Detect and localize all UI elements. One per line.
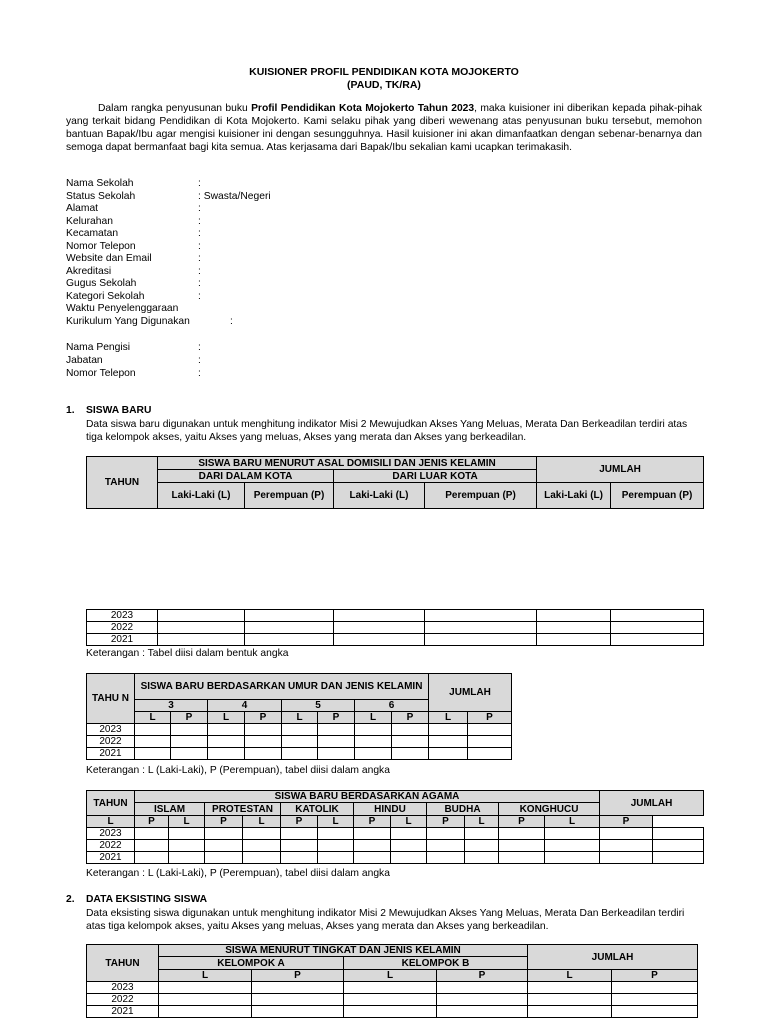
- header-age-gender: SISWA BARU BERDASARKAN UMUR DAN JENIS KELAMIN: [135, 674, 429, 700]
- input-cell[interactable]: [528, 994, 612, 1006]
- header-jumlah-p: Perempuan (P): [611, 483, 704, 509]
- section-1-description: Data siswa baru digunakan untuk menghitung indikator Misi 2 Mewujudkan Akses Yang Meluas, Merata Dan Berkeadilan terdiri atas tiga kelompok akses, yaitu Akses yang meluas, Akses yang merata dan Akses yang berkeadilan.: [86, 419, 688, 443]
- input-cell[interactable]: [318, 724, 355, 736]
- input-cell[interactable]: [282, 724, 318, 736]
- input-cell[interactable]: [427, 828, 465, 840]
- header-tahun: TAHUN: [87, 791, 135, 816]
- header-luar-kota: DARI LUAR KOTA: [334, 470, 537, 483]
- header-p: P: [468, 712, 512, 724]
- input-cell[interactable]: [653, 840, 704, 852]
- field-label: Kecamatan: [66, 228, 119, 239]
- header-tahun: TAHUN: [87, 457, 158, 509]
- input-cell[interactable]: [318, 828, 354, 840]
- input-cell[interactable]: [600, 828, 653, 840]
- input-cell[interactable]: [465, 852, 499, 864]
- field-kategori-sekolah: [66, 290, 201, 304]
- input-cell[interactable]: [612, 1006, 698, 1018]
- header-l: L: [545, 816, 600, 828]
- header-dalam-kota: DARI DALAM KOTA: [158, 470, 334, 483]
- header-l: L: [318, 816, 354, 828]
- input-cell[interactable]: [205, 828, 243, 840]
- input-cell[interactable]: [243, 852, 281, 864]
- header-jumlah: JUMLAH: [600, 791, 704, 816]
- header-p: P: [600, 816, 653, 828]
- input-cell[interactable]: [245, 610, 334, 622]
- input-cell[interactable]: [169, 852, 205, 864]
- input-cell[interactable]: [545, 852, 600, 864]
- input-cell[interactable]: [159, 994, 252, 1006]
- header-l: L: [344, 970, 437, 982]
- header-luar-l: Laki-Laki (L): [334, 483, 425, 509]
- year-cell: 2021: [87, 634, 158, 646]
- field-label: Gugus Sekolah: [66, 278, 137, 289]
- field-jabatan: [66, 354, 201, 368]
- field-value[interactable]: :: [198, 290, 201, 302]
- input-cell[interactable]: [391, 852, 427, 864]
- input-cell[interactable]: [611, 610, 704, 622]
- input-cell[interactable]: [318, 748, 355, 760]
- input-cell[interactable]: [437, 982, 528, 994]
- field-label: Akreditasi: [66, 265, 112, 277]
- header-domicile-gender: SISWA BARU MENURUT ASAL DOMISILI DAN JENIS KELAMIN: [158, 457, 537, 470]
- table-row: [87, 724, 512, 736]
- input-cell[interactable]: [354, 852, 391, 864]
- input-cell[interactable]: [208, 736, 245, 748]
- header-p: P: [354, 816, 391, 828]
- header-p: P: [427, 816, 465, 828]
- input-cell[interactable]: [281, 828, 318, 840]
- input-cell[interactable]: [425, 622, 537, 634]
- header-l: L: [169, 816, 205, 828]
- header-age-3: 3: [135, 700, 208, 712]
- header-l: L: [465, 816, 499, 828]
- header-jumlah-l: Laki-Laki (L): [537, 483, 611, 509]
- input-cell[interactable]: [653, 828, 704, 840]
- field-nama-sekolah: [66, 178, 201, 191]
- input-cell[interactable]: [537, 622, 611, 634]
- input-cell[interactable]: [612, 994, 698, 1006]
- header-konghucu: KONGHUCU: [499, 803, 600, 816]
- input-cell[interactable]: [612, 982, 698, 994]
- input-cell[interactable]: [429, 736, 468, 748]
- input-cell[interactable]: [208, 724, 245, 736]
- table-row: [87, 828, 704, 840]
- table-row: [87, 610, 704, 622]
- document-title: KUISIONER PROFIL PENDIDIKAN KOTA MOJOKERTO: [249, 66, 519, 78]
- header-dalam-p: Perempuan (P): [245, 483, 334, 509]
- input-cell[interactable]: [611, 634, 704, 646]
- field-label: Nama Sekolah: [66, 178, 134, 189]
- input-cell[interactable]: [245, 622, 334, 634]
- field-waktu-penyelenggaraan: [66, 303, 178, 316]
- input-cell[interactable]: [208, 748, 245, 760]
- input-cell[interactable]: [245, 634, 334, 646]
- table-existing-students: [86, 944, 698, 1018]
- table-1-note: Keterangan : Tabel diisi dalam bentuk angka: [86, 648, 289, 659]
- field-value[interactable]: :: [198, 265, 201, 277]
- input-cell[interactable]: [437, 994, 528, 1006]
- header-l: L: [159, 970, 252, 982]
- input-cell[interactable]: [391, 828, 427, 840]
- input-cell[interactable]: [243, 840, 281, 852]
- header-hindu: HINDU: [354, 803, 427, 816]
- header-p: P: [499, 816, 545, 828]
- table-new-students-religion: [86, 790, 704, 864]
- input-cell[interactable]: [425, 610, 537, 622]
- field-label: Nama Pengisi: [66, 342, 131, 353]
- input-cell[interactable]: [205, 840, 243, 852]
- input-cell[interactable]: [545, 828, 600, 840]
- input-cell[interactable]: [205, 852, 243, 864]
- input-cell[interactable]: [282, 736, 318, 748]
- field-nomor-telepon: [66, 367, 201, 381]
- input-cell[interactable]: [334, 622, 425, 634]
- header-jumlah: JUMLAH: [429, 674, 512, 712]
- input-cell[interactable]: [355, 748, 392, 760]
- input-cell[interactable]: [171, 724, 208, 736]
- input-cell[interactable]: [528, 982, 612, 994]
- table-row: [87, 994, 698, 1006]
- table-row: [87, 748, 512, 760]
- field-gugus-sekolah: [66, 278, 201, 291]
- input-cell[interactable]: [425, 634, 537, 646]
- input-cell[interactable]: [427, 840, 465, 852]
- field-value[interactable]: :: [198, 367, 201, 379]
- year-cell: 2023: [87, 982, 159, 994]
- input-cell[interactable]: [334, 610, 425, 622]
- field-label: Waktu Penyelenggaraan: [66, 303, 179, 314]
- input-cell[interactable]: [252, 982, 344, 994]
- field-label: Kelurahan: [66, 215, 113, 227]
- input-cell[interactable]: [135, 852, 169, 864]
- header-luar-p: Perempuan (P): [425, 483, 537, 509]
- input-cell[interactable]: [318, 852, 354, 864]
- section-1-heading: 1. SISWA BARU: [66, 405, 152, 416]
- input-cell[interactable]: [427, 852, 465, 864]
- input-cell[interactable]: [528, 1006, 612, 1018]
- field-kecamatan: [66, 228, 201, 241]
- year-cell: 2023: [87, 610, 158, 622]
- input-cell[interactable]: [169, 828, 205, 840]
- field-value[interactable]: :: [198, 178, 201, 189]
- input-cell[interactable]: [135, 724, 171, 736]
- input-cell[interactable]: [135, 748, 171, 760]
- field-label: Kurikulum Yang Digunakan: [66, 315, 190, 327]
- header-religion: SISWA BARU BERDASARKAN AGAMA: [135, 791, 600, 803]
- header-age-5: 5: [282, 700, 355, 712]
- input-cell[interactable]: [158, 610, 245, 622]
- header-tahun: TAHU N: [87, 674, 135, 724]
- input-cell[interactable]: [391, 840, 427, 852]
- table-row: [87, 1006, 698, 1018]
- input-cell[interactable]: [468, 736, 512, 748]
- year-cell: 2022: [87, 736, 135, 748]
- header-kelompok-b: KELOMPOK B: [344, 957, 528, 970]
- header-katolik: KATOLIK: [281, 803, 354, 816]
- input-cell[interactable]: [135, 828, 169, 840]
- field-nomor-telepon: [66, 240, 201, 254]
- field-label: Status Sekolah: [66, 190, 136, 202]
- table-row: [87, 852, 704, 864]
- header-p: P: [281, 816, 318, 828]
- input-cell[interactable]: [600, 852, 653, 864]
- input-cell[interactable]: [344, 982, 437, 994]
- input-cell[interactable]: [355, 724, 392, 736]
- field-value[interactable]: :: [198, 278, 201, 289]
- input-cell[interactable]: [429, 724, 468, 736]
- field-value[interactable]: :: [198, 215, 201, 227]
- input-cell[interactable]: [355, 736, 392, 748]
- input-cell[interactable]: [344, 1006, 437, 1018]
- table-new-students-domicile-rows: [86, 609, 704, 646]
- table-2-note: Keterangan : L (Laki-Laki), P (Perempuan), tabel diisi dalam angka: [86, 765, 390, 776]
- input-cell[interactable]: [499, 828, 545, 840]
- input-cell[interactable]: [344, 994, 437, 1006]
- input-cell[interactable]: [159, 1006, 252, 1018]
- input-cell[interactable]: [611, 622, 704, 634]
- input-cell[interactable]: [245, 748, 282, 760]
- header-age-6: 6: [355, 700, 429, 712]
- table-row: [87, 840, 704, 852]
- header-dalam-l: Laki-Laki (L): [158, 483, 245, 509]
- input-cell[interactable]: [158, 622, 245, 634]
- header-jumlah: JUMLAH: [528, 945, 698, 970]
- header-p: P: [171, 712, 208, 724]
- input-cell[interactable]: [281, 840, 318, 852]
- header-jumlah: JUMLAH: [537, 457, 704, 483]
- field-value[interactable]: :: [198, 240, 201, 252]
- year-cell: 2023: [87, 828, 135, 840]
- input-cell[interactable]: [243, 828, 281, 840]
- field-nama-pengisi: [66, 342, 201, 355]
- field-website-dan-email: [66, 253, 201, 266]
- header-kelompok-a: KELOMPOK A: [159, 957, 344, 970]
- input-cell[interactable]: [354, 828, 391, 840]
- input-cell[interactable]: [252, 994, 344, 1006]
- input-cell[interactable]: [135, 840, 169, 852]
- table-new-students-domicile: [86, 456, 704, 509]
- input-cell[interactable]: [159, 982, 252, 994]
- field-label: Nomor Telepon: [66, 240, 136, 252]
- input-cell[interactable]: [135, 736, 171, 748]
- header-tahun: TAHUN: [87, 945, 159, 982]
- input-cell[interactable]: [437, 1006, 528, 1018]
- header-l: L: [391, 816, 427, 828]
- input-cell[interactable]: [354, 840, 391, 852]
- header-l: L: [135, 712, 171, 724]
- header-age-4: 4: [208, 700, 282, 712]
- table-row: [87, 622, 704, 634]
- field-label: Alamat: [66, 203, 99, 214]
- year-cell: 2021: [87, 748, 135, 760]
- table-row: [87, 736, 512, 748]
- input-cell[interactable]: [499, 852, 545, 864]
- header-l: L: [528, 970, 612, 982]
- header-p: P: [318, 712, 355, 724]
- table-row: [87, 982, 698, 994]
- header-l: L: [355, 712, 392, 724]
- header-p: P: [245, 712, 282, 724]
- input-cell[interactable]: [537, 610, 611, 622]
- field-value[interactable]: :: [198, 228, 201, 239]
- header-l: L: [87, 816, 135, 828]
- input-cell[interactable]: [545, 840, 600, 852]
- field-value[interactable]: :: [230, 315, 233, 327]
- year-cell: 2021: [87, 852, 135, 864]
- year-cell: 2022: [87, 622, 158, 634]
- year-cell: 2023: [87, 724, 135, 736]
- input-cell[interactable]: [158, 634, 245, 646]
- section-2-description: Data eksisting siswa digunakan untuk menghitung indikator Misi 2 Mewujudkan Akses Yang Meluas, Merata Dan Berkeadilan terdiri atas tiga kelompok akses, yaitu Akses yang meluas, Akses yang merata dan Akses yang berkeadilan.: [86, 908, 685, 932]
- field-value[interactable]: :: [198, 253, 201, 264]
- header-p: P: [612, 970, 698, 982]
- input-cell[interactable]: [171, 748, 208, 760]
- header-budha: BUDHA: [427, 803, 499, 816]
- header-level-gender: SISWA MENURUT TINGKAT DAN JENIS KELAMIN: [159, 945, 528, 957]
- header-p: P: [252, 970, 344, 982]
- header-islam: ISLAM: [135, 803, 205, 816]
- input-cell[interactable]: [281, 852, 318, 864]
- document-subtitle: (PAUD, TK/RA): [347, 79, 421, 91]
- field-label: Website dan Email: [66, 253, 152, 264]
- header-protestan: PROTESTAN: [205, 803, 281, 816]
- intro-paragraph: Dalam rangka penyusunan buku Profil Pendidikan Kota Mojokerto Tahun 2023, maka kuisioner ini diberikan kepada pihak-pihak yang terkait bidang Pendidikan di Kota Mojokerto. Kami selaku pihak yang diberi wewenang atas penyusunan buku tersebut, memohon bantuan Bapak/Ibu agar mengisi kuisioner ini dengan sesungguhnya. Hasil kuisioner ini akan dimanfaatkan dengan sebenar-benarnya dan semoga dapat bermanfaat bagi kita semua. Atas kerjasama dari Bapak/Ibu sekalian kami ucapkan terimakasih.: [66, 103, 702, 153]
- input-cell[interactable]: [245, 736, 282, 748]
- input-cell[interactable]: [465, 840, 499, 852]
- input-cell[interactable]: [537, 634, 611, 646]
- input-cell[interactable]: [282, 748, 318, 760]
- input-cell[interactable]: [468, 724, 512, 736]
- input-cell[interactable]: [169, 840, 205, 852]
- year-cell: 2022: [87, 994, 159, 1006]
- section-2-heading: 2. DATA EKSISTING SISWA: [66, 894, 208, 905]
- field-label: Kategori Sekolah: [66, 290, 145, 302]
- input-cell[interactable]: [245, 724, 282, 736]
- field-akreditasi: [66, 265, 201, 279]
- input-cell[interactable]: [600, 840, 653, 852]
- header-l: L: [243, 816, 281, 828]
- header-l: L: [208, 712, 245, 724]
- field-kurikulum-yang-digunakan: [66, 315, 233, 329]
- header-p: P: [135, 816, 169, 828]
- header-p: P: [437, 970, 528, 982]
- field-kelurahan: [66, 215, 201, 229]
- header-l: L: [282, 712, 318, 724]
- year-cell: 2022: [87, 840, 135, 852]
- field-value[interactable]: :: [198, 354, 201, 366]
- input-cell[interactable]: [499, 840, 545, 852]
- field-status-sekolah: [66, 190, 271, 204]
- field-value[interactable]: :: [198, 342, 201, 353]
- input-cell[interactable]: [318, 840, 354, 852]
- table-new-students-age: [86, 673, 512, 760]
- input-cell[interactable]: [252, 1006, 344, 1018]
- input-cell[interactable]: [468, 748, 512, 760]
- table-3-note: Keterangan : L (Laki-Laki), P (Perempuan), tabel diisi dalam angka: [86, 868, 390, 879]
- field-label: Nomor Telepon: [66, 367, 136, 379]
- input-cell[interactable]: [429, 748, 468, 760]
- field-value[interactable]: :: [198, 203, 201, 214]
- header-p: P: [205, 816, 243, 828]
- table-row: [87, 634, 704, 646]
- input-cell[interactable]: [171, 736, 208, 748]
- header-p: P: [392, 712, 429, 724]
- input-cell[interactable]: [334, 634, 425, 646]
- field-alamat: [66, 203, 201, 216]
- input-cell[interactable]: [392, 748, 429, 760]
- field-value[interactable]: : Swasta/Negeri: [198, 190, 271, 202]
- input-cell[interactable]: [392, 736, 429, 748]
- input-cell[interactable]: [392, 724, 429, 736]
- input-cell[interactable]: [318, 736, 355, 748]
- field-label: Jabatan: [66, 354, 103, 366]
- year-cell: 2021: [87, 1006, 159, 1018]
- input-cell[interactable]: [653, 852, 704, 864]
- header-l: L: [429, 712, 468, 724]
- input-cell[interactable]: [465, 828, 499, 840]
